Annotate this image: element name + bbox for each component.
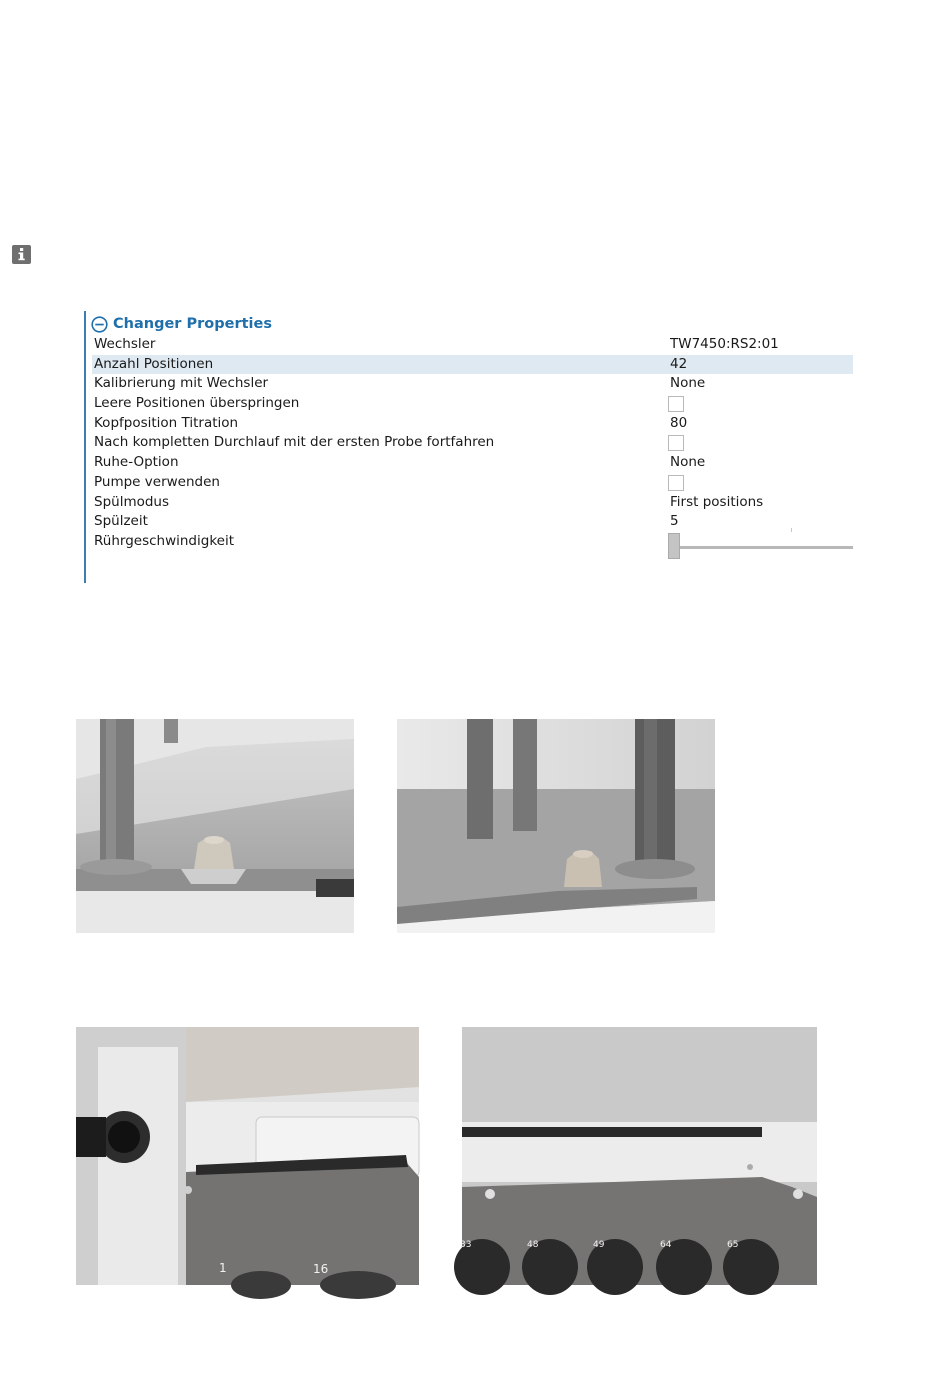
position-label: 48 [527, 1240, 539, 1250]
leere-positionen-checkbox[interactable] [668, 396, 684, 412]
property-label: Leere Positionen überspringen [94, 395, 300, 412]
property-row-kalibrierung[interactable] [92, 374, 853, 394]
fortfahren-checkbox[interactable] [668, 435, 684, 451]
photo-tray-positions-33-65 [462, 1027, 817, 1285]
property-label: Ruhe-Option [94, 454, 179, 471]
property-label: Nach kompletten Durchlauf mit der ersten Probe fortfahren [94, 434, 495, 451]
position-label: 65 [727, 1240, 739, 1250]
property-label: Spülzeit [94, 513, 148, 530]
property-label: Rührgeschwindigkeit [94, 532, 235, 549]
property-row-anzahl-positionen[interactable] [92, 355, 853, 375]
property-label: Spülmodus [94, 493, 170, 510]
pumpe-checkbox[interactable] [668, 475, 684, 491]
slider-tick [791, 528, 792, 532]
property-value[interactable]: 80 [670, 414, 688, 431]
property-value[interactable]: None [670, 454, 706, 471]
property-row-spuelzeit[interactable] [92, 512, 853, 532]
minus-circle-icon[interactable] [91, 316, 108, 333]
panel-title: Changer Properties [113, 316, 272, 332]
info-icon [12, 245, 31, 264]
position-label: 33 [460, 1240, 472, 1250]
property-row-spuelmodus[interactable] [92, 493, 853, 513]
property-row-fortfahren[interactable] [92, 433, 853, 453]
property-label: Anzahl Positionen [94, 355, 214, 372]
stir-speed-slider-track[interactable] [678, 546, 853, 549]
property-row-ruhe-option[interactable] [92, 453, 853, 473]
photo-rack-peg-right [397, 719, 715, 933]
property-row-wechsler[interactable] [92, 335, 853, 355]
property-value[interactable]: None [670, 375, 706, 392]
property-row-ruehrgeschwindigkeit[interactable] [92, 532, 853, 552]
property-value[interactable]: 42 [670, 355, 688, 372]
property-label: Pumpe verwenden [94, 473, 220, 490]
position-label: 16 [313, 1262, 329, 1276]
panel-header[interactable] [91, 314, 272, 334]
stir-speed-slider-thumb[interactable] [668, 533, 680, 559]
position-label: 49 [593, 1240, 605, 1250]
position-label: 1 [219, 1261, 227, 1275]
photo-rack-peg-left [76, 719, 354, 933]
property-value[interactable]: TW7450:RS2:01 [670, 336, 779, 352]
property-grid [92, 335, 853, 552]
changer-properties-panel [84, 311, 854, 583]
photo-tray-positions-1-16 [76, 1027, 419, 1285]
property-row-kopfposition[interactable] [92, 414, 853, 434]
property-label: Kalibrierung mit Wechsler [94, 375, 269, 392]
property-value[interactable]: First positions [670, 493, 764, 510]
property-label: Wechsler [94, 336, 156, 352]
property-label: Kopfposition Titration [94, 414, 239, 431]
property-row-pumpe[interactable] [92, 473, 853, 493]
position-label: 64 [660, 1240, 672, 1250]
property-value[interactable]: 5 [670, 513, 679, 530]
property-row-leere-positionen[interactable] [92, 394, 853, 414]
